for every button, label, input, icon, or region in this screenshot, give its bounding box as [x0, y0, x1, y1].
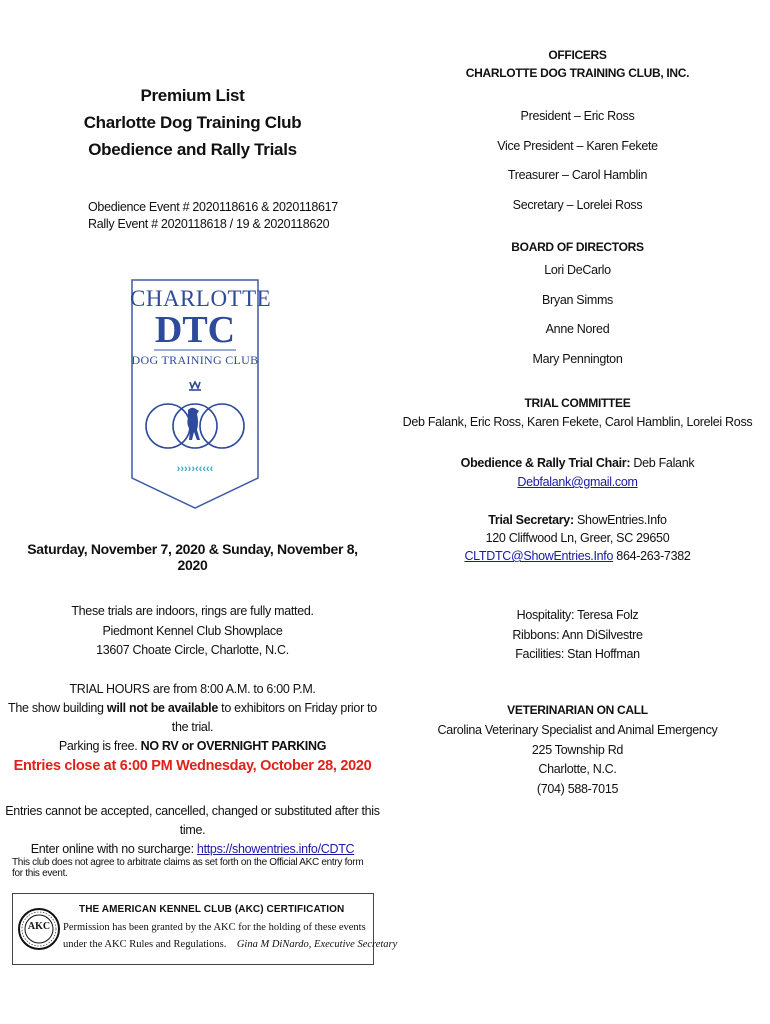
board-member: Mary Pennington [532, 351, 623, 366]
trial-secretary [430, 511, 725, 565]
committee-members: Deb Falank, Eric Ross, Karen Fekete, Carol Hamblin, Lorelei Ross [402, 415, 753, 429]
event-numbers [88, 199, 338, 233]
title-line: Obedience and Rally Trials [88, 140, 297, 159]
showentries-link[interactable]: https://showentries.info/CDTC [196, 842, 355, 856]
venue-line: Piedmont Kennel Club Showplace [102, 623, 283, 638]
officer-treasurer: Treasurer – Carol Hamblin [507, 168, 648, 182]
secretary-address: 120 Cliffwood Ln, Greer, SC 29650 [485, 531, 670, 545]
entries-online-pre: Enter online with no surcharge: [30, 842, 197, 856]
akc-seal-text: AKC [27, 921, 51, 932]
board-heading: BOARD OF DIRECTORS [511, 240, 644, 254]
vet-line: Charlotte, N.C. [538, 762, 617, 776]
rally-event-number: Rally Event # 2020118618 / 19 & 2020118620 [88, 217, 330, 231]
parking-notice-pre: Parking is free. [58, 739, 141, 753]
officers-header [430, 46, 725, 82]
akc-rules-line [63, 939, 397, 950]
secretary-label: Trial Secretary: [488, 513, 574, 527]
secretary-name: ShowEntries.Info [573, 513, 667, 527]
vet-heading: VETERINARIAN ON CALL [507, 703, 648, 717]
logo-charlotte: CHARLOTTE [130, 286, 272, 311]
board-member: Lori DeCarlo [544, 263, 611, 277]
secretary-phone: 864-263-7382 [613, 549, 691, 563]
title-line: Charlotte Dog Training Club [83, 113, 302, 132]
vet-line: Carolina Veterinary Specialist and Animal Emergency [437, 723, 718, 737]
ribbons: Ribbons: Ann DiSilvestre [512, 627, 643, 642]
akc-permission-line: Permission has been granted by the AKC for the holding of these events [63, 922, 366, 933]
officers-list [430, 102, 725, 220]
parking-notice-bold: NO RV or OVERNIGHT PARKING [140, 739, 327, 753]
venue-line: These trials are indoors, rings are fully matted. [71, 604, 314, 618]
club-logo [130, 278, 272, 510]
chair-email-link[interactable]: Debfalank@gmail.com [517, 475, 638, 489]
chair-line [430, 454, 725, 473]
building-notice-pre: The show building [8, 701, 107, 715]
secretary-line [430, 511, 725, 529]
venue-line: 13607 Choate Circle, Charlotte, N.C. [96, 643, 289, 657]
vet-line: (704) 588-7015 [536, 781, 619, 796]
officer-president: President – Eric Ross [520, 109, 635, 123]
akc-rules-text: under the AKC Rules and Regulations. [63, 939, 227, 950]
chair-name: Deb Falank [630, 456, 695, 470]
building-notice-post: to exhibitors on Friday prior to the trial. [171, 701, 377, 734]
akc-heading: THE AMERICAN KENNEL CLUB (AKC) CERTIFICATION [79, 904, 345, 915]
vet-info [410, 721, 745, 799]
arbitration-notice: This club does not agree to arbitrate claims as set forth on the Official AKC entry form for this event. [12, 857, 364, 879]
trial-dates: Saturday, November 7, 2020 & Sunday, November 8, 2020 [27, 541, 358, 573]
obedience-event-number: Obedience Event # 2020118616 & 2020118617 [88, 200, 338, 214]
parking-notice [5, 737, 380, 756]
secretary-email-link[interactable]: CLTDTC@ShowEntries.Info [464, 549, 614, 563]
trial-hours [5, 680, 380, 756]
entries-notice [5, 802, 380, 859]
club-name: CHARLOTTE DOG TRAINING CLUB, INC. [465, 66, 690, 80]
entries-line: Entries cannot be accepted, cancelled, changed or substituted after this time. [5, 804, 380, 837]
trial-chair [430, 454, 725, 492]
hospitality: Hospitality: Teresa Folz [516, 608, 639, 622]
secretary-contact [430, 547, 725, 565]
board-member: Bryan Simms [541, 292, 614, 307]
board-list [430, 256, 725, 374]
chair-label: Obedience & Rally Trial Chair: [460, 456, 631, 470]
vet-line: 225 Township Rd [531, 742, 624, 757]
building-notice-bold: will not be available [106, 701, 218, 715]
arrows-icon [177, 463, 214, 475]
committee-heading: TRIAL COMMITTEE [524, 396, 631, 410]
board-member: Anne Nored [545, 322, 610, 336]
akc-signature: Gina M DiNardo, Executive Secretary [236, 939, 398, 950]
facilities: Facilities: Stan Hoffman [515, 647, 640, 661]
officer-secretary: Secretary – Lorelei Ross [512, 197, 643, 212]
entries-close: Entries close at 6:00 PM Wednesday, October 28, 2020 [13, 758, 372, 774]
hours-line: TRIAL HOURS are from 8:00 A.M. to 6:00 P.M. [69, 682, 316, 696]
officer-vice-president: Vice President – Karen Fekete [497, 138, 658, 153]
logo-dtc: DTC [154, 309, 236, 351]
premium-title [60, 82, 325, 163]
akc-certification-box [12, 893, 398, 965]
building-notice [5, 699, 380, 737]
logo-dog-training-club: DOG TRAINING CLUB [131, 353, 259, 367]
officers-heading: OFFICERS [548, 48, 607, 62]
title-line: Premium List [140, 86, 245, 105]
venue-info [20, 602, 365, 661]
volunteers [430, 606, 725, 665]
akc-seal-icon [18, 900, 60, 958]
svg-text:›››››‹‹‹‹‹: ›››››‹‹‹‹‹ [176, 463, 214, 475]
